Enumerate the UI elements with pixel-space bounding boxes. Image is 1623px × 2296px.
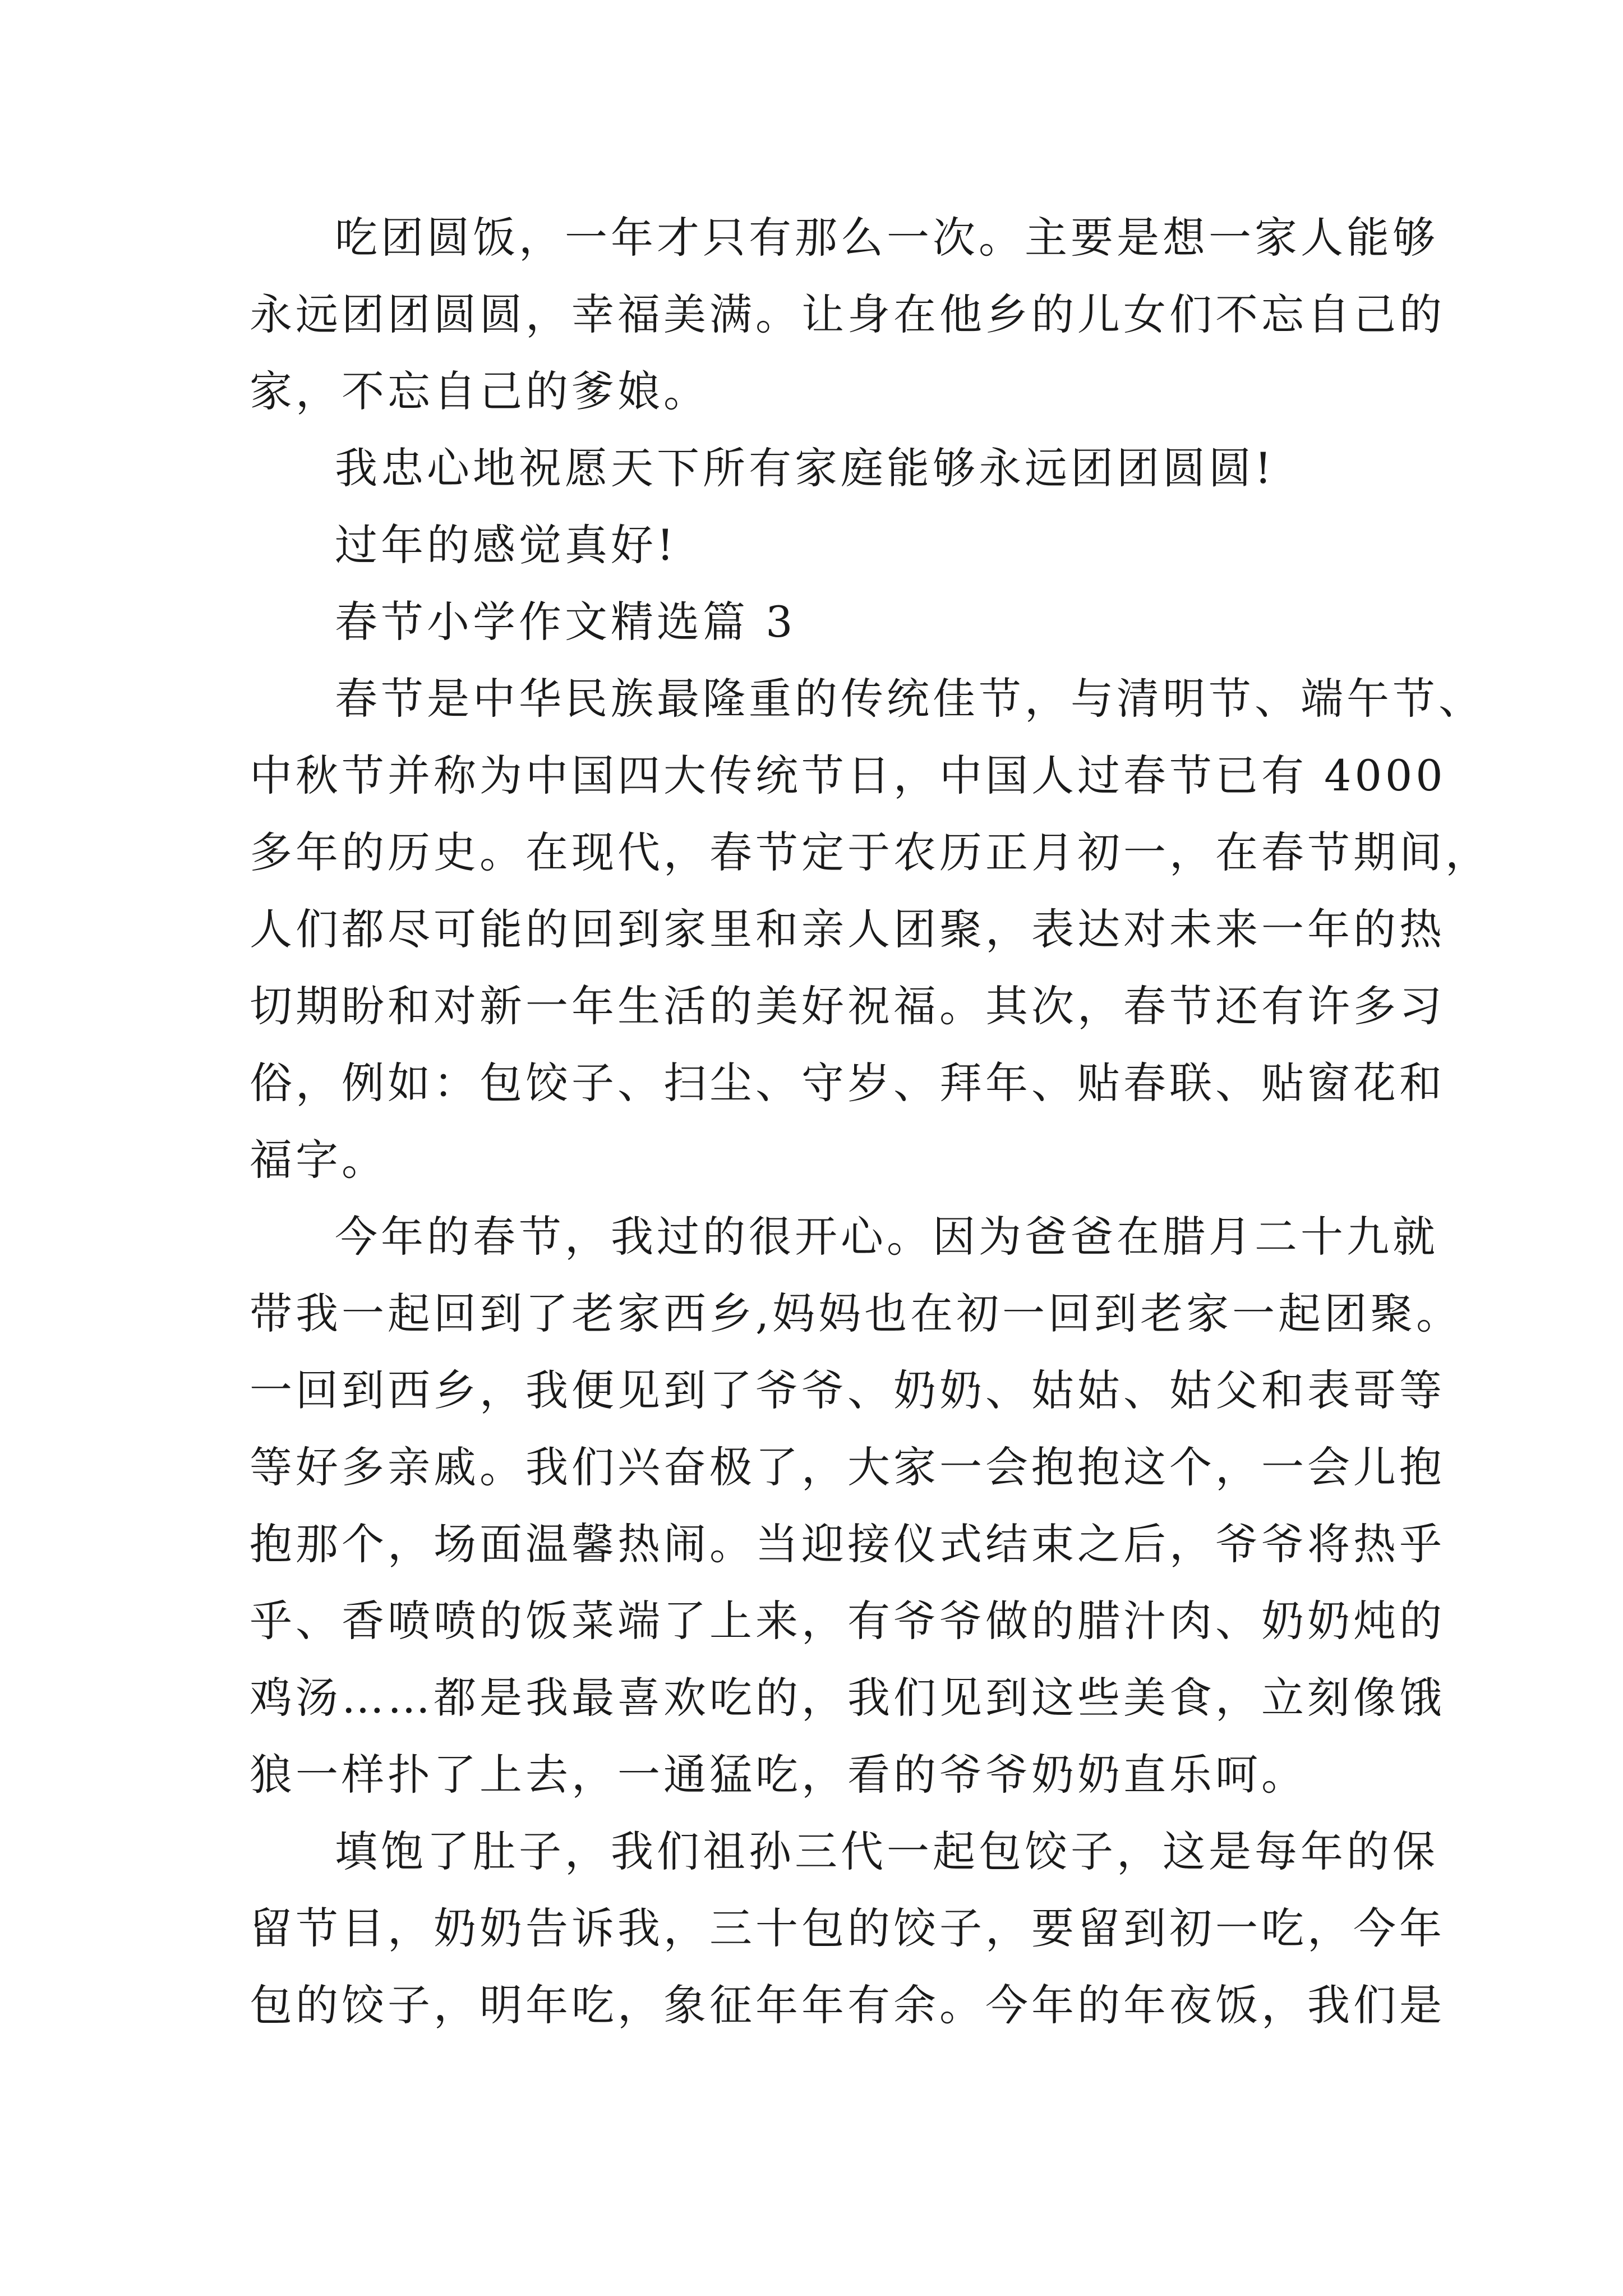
text-line: 留节目，奶奶告诉我，三十包的饺子，要留到初一吃，今年: [250, 1903, 1445, 1953]
text-line: 鸡汤……都是我最喜欢吃的，我们见到这些美食，立刻像饿: [250, 1673, 1445, 1723]
text-line: 我忠心地祝愿天下所有家庭能够永远团团圆圆!: [335, 443, 1275, 493]
text-line: 带我一起回到了老家西乡,妈妈也在初一回到老家一起团聚。: [250, 1289, 1463, 1338]
text-line: 抱那个，场面温馨热闹。当迎接仪式结束之后，爷爷将热乎: [250, 1519, 1445, 1569]
text-line: 福字。: [250, 1135, 388, 1185]
text-line: 狼一样扑了上去，一通猛吃，看的爷爷奶奶直乐呵。: [250, 1750, 1307, 1800]
section-title: 春节小学作文精选篇 3: [335, 597, 796, 647]
text-line: 吃团圆饭，一年才只有那么一次。主要是想一家人能够: [335, 213, 1438, 263]
section-heading: [250, 583, 1388, 660]
text-line: 包的饺子，明年吃，象征年年有余。今年的年夜饭，我们是: [250, 1980, 1445, 2030]
text-line: 春节是中华民族最隆重的传统佳节，与清明节、端午节、: [335, 674, 1484, 724]
text-line: 俗，例如：包饺子、扫尘、守岁、拜年、贴春联、贴窗花和: [250, 1058, 1445, 1108]
text-line: 永远团团圆圆，幸福美满。让身在他乡的儿女们不忘自己的: [250, 289, 1445, 339]
text-line: 过年的感觉真好!: [335, 520, 677, 570]
text-line: 中秋节并称为中国四大传统节日，中国人过春节已有 4000: [250, 751, 1446, 800]
text-line: 等好多亲戚。我们兴奋极了，大家一会抱抱这个，一会儿抱: [250, 1442, 1445, 1492]
document-body: [250, 199, 1491, 2044]
paragraph-6: [250, 1198, 1463, 1813]
text-line: 填饱了肚子，我们祖孙三代一起包饺子，这是每年的保: [335, 1826, 1438, 1876]
text-line: 今年的春节，我过的很开心。因为爸爸在腊月二十九就: [335, 1212, 1438, 1262]
text-line: 多年的历史。在现代，春节定于农历正月初一，在春节期间，: [250, 827, 1491, 877]
paragraph-1: [250, 199, 1445, 430]
text-line: 家，不忘自己的爹娘。: [250, 366, 709, 416]
paragraph-2: [250, 430, 1388, 507]
text-line: 一回到西乡，我便见到了爷爷、奶奶、姑姑、姑父和表哥等: [250, 1365, 1445, 1415]
text-line: 人们都尽可能的回到家里和亲人团聚，表达对未来一年的热: [250, 904, 1445, 954]
text-line: 乎、香喷喷的饭菜端了上来，有爷爷做的腊汁肉、奶奶炖的: [250, 1596, 1445, 1646]
paragraph-5: [250, 660, 1491, 1198]
paragraph-7: [250, 1813, 1445, 2044]
text-line: 切期盼和对新一年生活的美好祝福。其次，春节还有许多习: [250, 981, 1445, 1031]
paragraph-3: [250, 507, 1388, 583]
